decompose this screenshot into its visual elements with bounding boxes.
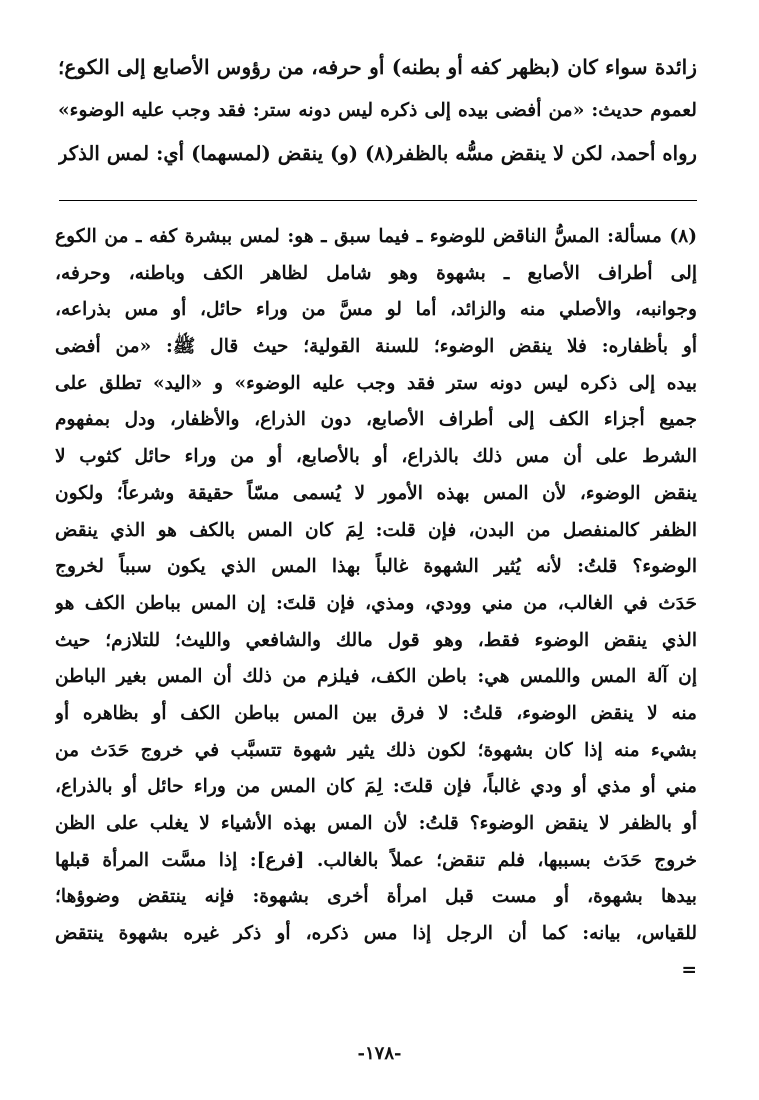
main-text-line: رواه أحمد، لكن لا ينقض مسُّه بالظفر(٨) (و) ينقض (لمسهما) أي: لمس الذكر (58, 142, 697, 165)
footnote (55, 219, 697, 989)
main-text (58, 46, 697, 175)
footnote-line: للقياس، بيانه: كما أن الرجل إذا مس ذكره، أو ذكر غيره بشهوة ينتقض (55, 923, 697, 945)
footnote-line: جميع أجزاء الكف إلى أطراف الأصابع، دون الذراع، والأظفار، ودل بمفهوم (55, 409, 697, 431)
footnote-line: الذي ينقض الوضوء فقط، وهو قول مالك والشافعي والليث؛ للتلازم؛ حيث (55, 629, 697, 651)
footnote-line: أو بالظفر لا ينقض الوضوء؟ قلتُ: لأن المس بهذه الأشياء لا يغلب على الظن (55, 813, 697, 834)
footnote-line: بيدها بشهوة، أو مست قبل امرأة أخرى بشهوة: فإنه ينتقض وضوؤها؛ (55, 886, 697, 908)
footnote-line: خروج حَدَث بسببها، فلم تنقض؛ عملاً بالغالب. [فرع]: إذا مسَّت المرأة قبلها (55, 849, 697, 871)
footnote-line: الوضوء؟ قلتُ: لأنه يُثير الشهوة غالباً بهذا المس الذي يكون سبباً لخروج (55, 556, 697, 578)
footnote-line: ينقض الوضوء، لأن المس بهذه الأمور لا يُسمى مسّاً حقيقة وشرعاً؛ ولكون (55, 482, 697, 504)
footnote-line: وجوانبه، والأصلي منه والزائد، أما لو مسَّ من وراء حائل، أو مس بذراعه، (55, 299, 697, 321)
footnote-line: مني أو مذي أو ودي غالباً، فإن قلتَ: لِمَ كان المس من وراء حائل أو بالذراع، (55, 776, 697, 798)
footnote-line: بشيء منه إذا كان بشهوة؛ لكون ذلك يثير شهوة تتسبَّب في خروج حَدَث من (55, 739, 697, 761)
footnote-line: الشرط على أن مس ذلك بالذراع، أو بالأصابع، أو من وراء حائل كثوب لا (55, 446, 697, 468)
footnote-line: بيده إلى ذكره ليس دونه ستر فقد وجب عليه الوضوء» و «اليد» تطلق على (55, 372, 697, 394)
footnote-line: إلى أطراف الأصابع ـ بشهوة وهو شامل لظاهر الكف وباطنه، وحرفه، (55, 262, 697, 284)
main-text-line: لعموم حديث: «من أفضى بيده إلى ذكره ليس دونه ستر: فقد وجب عليه الوضوء» (58, 99, 697, 121)
footnote-line: (٨) مسألة: المسُّ الناقض للوضوء ـ فيما سبق ـ هو: لمس ببشرة كفه ـ من الكوع (55, 226, 697, 247)
footnote-line: منه لا ينقض الوضوء، قلتُ: لا فرق بين المس بباطن الكف أو بظاهره أو (55, 702, 697, 724)
footnote-line: إن آلة المس واللمس هي: باطن الكف، فيلزم من ذلك أن المس بغير الباطن (55, 666, 697, 688)
page-number: -١٧٨- (357, 1043, 402, 1064)
footnote-line: حَدَث في الغالب، من مني وودي، ومذي، فإن قلتَ: إن المس بباطن الكف هو (55, 592, 697, 614)
footnote-line: الظفر كالمنفصل من البدن، فإن قلت: لِمَ كان المس بالكف هو الذي ينقض (55, 519, 697, 541)
footnote-line: أو بأظفاره: فلا ينقض الوضوء؛ للسنة القولية؛ حيث قال ﷺ: «من أفضى (55, 336, 697, 358)
main-text-line: زائدة سواء كان (بظهر كفه أو بطنه) أو حرفه، من رؤوس الأصابع إلى الكوع؛ (58, 55, 697, 79)
footnote-separator-rule (59, 200, 697, 201)
footnote-continuation-mark: = (681, 959, 697, 981)
